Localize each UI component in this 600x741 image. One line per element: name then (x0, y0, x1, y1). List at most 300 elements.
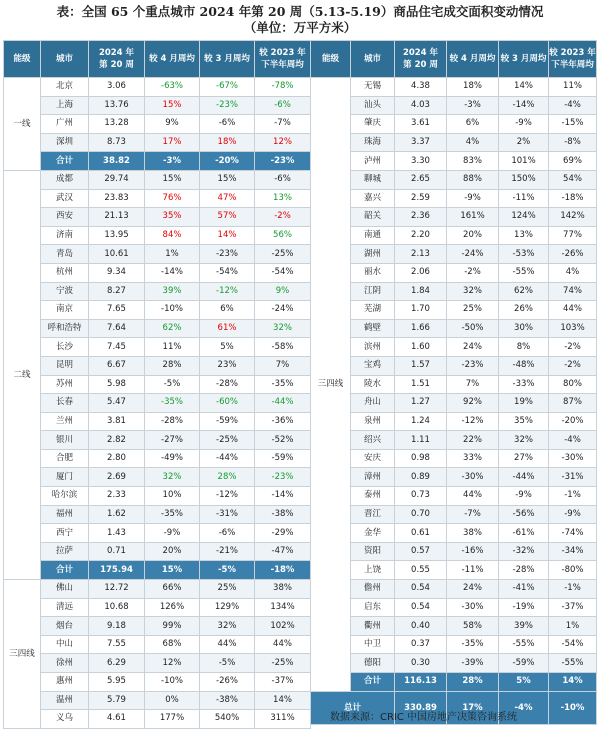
vs-h2-cell: 14% (255, 691, 311, 710)
vs-apr-cell: -9% (145, 524, 200, 543)
vs-h2-cell: -18% (549, 189, 597, 208)
table-row (311, 208, 597, 227)
city-cell: 金华 (351, 524, 395, 543)
week-value-cell: 7.64 (89, 319, 145, 338)
city-cell: 上海 (41, 96, 89, 115)
city-cell: 上饶 (351, 561, 395, 580)
week-value-cell: 9.34 (89, 263, 145, 282)
vs-h2-cell: -26% (549, 245, 597, 264)
city-cell: 深圳 (41, 133, 89, 152)
vs-mar-cell: 19% (499, 394, 549, 413)
vs-apr-cell: 66% (145, 580, 200, 599)
table-row (311, 542, 597, 561)
vs-h2-cell: -80% (549, 561, 597, 580)
week-value-cell: 0.61 (395, 524, 447, 543)
table-row (311, 375, 597, 394)
table-row (311, 96, 597, 115)
city-cell: 银川 (41, 431, 89, 450)
vs-h2-cell: -24% (255, 301, 311, 320)
table-row (4, 375, 311, 394)
vs-h2-cell: 11% (549, 78, 597, 97)
vs-h2-cell: -15% (549, 115, 597, 134)
city-cell: 芜湖 (351, 301, 395, 320)
city-cell: 资阳 (351, 542, 395, 561)
vs-apr-cell: 15% (145, 170, 200, 189)
vs-mar-cell: -23% (200, 96, 255, 115)
city-cell: 西宁 (41, 524, 89, 543)
header-region: 能级 (311, 41, 351, 78)
vs-apr-cell: -50% (447, 319, 499, 338)
vs-apr-cell: -16% (447, 542, 499, 561)
week-value-cell: 9.18 (89, 617, 145, 636)
header-vs-h2 (255, 41, 311, 78)
vs-mar-cell: 39% (499, 617, 549, 636)
vs-h2-cell: -44% (255, 394, 311, 413)
vs-apr-cell: -35% (145, 394, 200, 413)
vs-mar-cell: -25% (200, 431, 255, 450)
vs-apr-cell: -12% (447, 412, 499, 431)
table-row (4, 580, 311, 599)
vs-mar-cell: -9% (499, 115, 549, 134)
week-value-cell: 2.82 (89, 431, 145, 450)
table-row (311, 635, 597, 654)
vs-mar-cell: 62% (499, 282, 549, 301)
week-value-cell: 12.72 (89, 580, 145, 599)
week-value-cell: 4.38 (395, 78, 447, 97)
vs-mar-cell: -59% (200, 412, 255, 431)
city-cell: 长沙 (41, 338, 89, 357)
city-cell: 杭州 (41, 263, 89, 282)
week-value-cell: 0.54 (395, 580, 447, 599)
vs-apr-cell: -3% (145, 152, 200, 171)
city-cell: 宝鸡 (351, 356, 395, 375)
table-row (4, 356, 311, 375)
week-value-cell: 10.61 (89, 245, 145, 264)
vs-apr-cell: 20% (145, 542, 200, 561)
table-row (4, 598, 311, 617)
city-cell: 陵水 (351, 375, 395, 394)
week-value-cell: 2.06 (395, 263, 447, 282)
vs-apr-cell: -14% (145, 263, 200, 282)
vs-mar-cell: -56% (499, 505, 549, 524)
week-value-cell: 0.37 (395, 635, 447, 654)
week-value-cell: 0.73 (395, 487, 447, 506)
vs-apr-cell: -30% (447, 468, 499, 487)
week-value-cell: 4.03 (395, 96, 447, 115)
week-value-cell: 38.82 (89, 152, 145, 171)
vs-apr-cell: 28% (447, 673, 499, 692)
vs-h2-cell: -47% (255, 542, 311, 561)
vs-mar-cell: 26% (499, 301, 549, 320)
vs-h2-cell: 142% (549, 208, 597, 227)
vs-h2-cell: -58% (255, 338, 311, 357)
vs-apr-cell: 32% (145, 468, 200, 487)
vs-apr-cell: 44% (447, 487, 499, 506)
vs-mar-cell: 13% (499, 226, 549, 245)
city-cell: 江阴 (351, 282, 395, 301)
table-row (311, 356, 597, 375)
city-cell: 佛山 (41, 580, 89, 599)
vs-h2-cell: -9% (549, 505, 597, 524)
data-source: 数据来源：CRIC 中国房地产决策咨询系统 (330, 712, 518, 723)
header-week-line2: 第 20 周 (403, 60, 438, 70)
week-value-cell: 2.59 (395, 189, 447, 208)
table-row (311, 654, 597, 673)
week-value-cell: 3.81 (89, 412, 145, 431)
week-value-cell: 29.74 (89, 170, 145, 189)
week-value-cell: 3.06 (89, 78, 145, 97)
vs-mar-cell: -5% (200, 561, 255, 580)
city-cell: 成都 (41, 170, 89, 189)
right-header-row (311, 41, 597, 78)
week-value-cell: 1.62 (89, 505, 145, 524)
table-row (4, 412, 311, 431)
city-cell: 聊城 (351, 170, 395, 189)
vs-mar-cell: 15% (200, 170, 255, 189)
vs-mar-cell: 28% (200, 468, 255, 487)
table-row (4, 226, 311, 245)
header-week-line1: 2024 年 (402, 48, 439, 58)
vs-mar-cell: -14% (499, 96, 549, 115)
table-row (4, 542, 311, 561)
week-value-cell: 0.55 (395, 561, 447, 580)
vs-h2-cell: 102% (255, 617, 311, 636)
vs-h2-cell: 311% (255, 710, 311, 729)
table-row (311, 505, 597, 524)
city-cell: 兰州 (41, 412, 89, 431)
city-cell: 丽水 (351, 263, 395, 282)
city-cell: 漳州 (351, 468, 395, 487)
table-row (4, 431, 311, 450)
vs-apr-cell: 39% (145, 282, 200, 301)
week-value-cell: 0.40 (395, 617, 447, 636)
city-cell: 滨州 (351, 338, 395, 357)
vs-h2-cell: 13% (255, 189, 311, 208)
vs-mar-cell: -9% (499, 487, 549, 506)
vs-apr-cell: -11% (447, 561, 499, 580)
vs-h2-cell: 38% (255, 580, 311, 599)
city-cell: 中卫 (351, 635, 395, 654)
week-value-cell: 1.60 (395, 338, 447, 357)
week-value-cell: 5.47 (89, 394, 145, 413)
vs-h2-cell: -55% (549, 654, 597, 673)
week-value-cell: 0.89 (395, 468, 447, 487)
city-cell: 西安 (41, 208, 89, 227)
city-cell: 泰州 (351, 487, 395, 506)
vs-mar-cell: 14% (200, 226, 255, 245)
vs-h2-cell: 74% (549, 282, 597, 301)
city-cell: 启东 (351, 598, 395, 617)
city-cell: 广州 (41, 115, 89, 134)
region-label: 三四线 (4, 580, 41, 729)
total-row (311, 673, 597, 692)
table-row (311, 301, 597, 320)
vs-apr-cell: -9% (447, 189, 499, 208)
table-row (4, 338, 311, 357)
city-cell: 无锡 (351, 78, 395, 97)
table-row (4, 505, 311, 524)
vs-apr-cell: -49% (145, 449, 200, 468)
vs-h2-cell: -23% (255, 468, 311, 487)
city-cell: 肇庆 (351, 115, 395, 134)
city-cell: 长春 (41, 394, 89, 413)
week-value-cell: 5.95 (89, 673, 145, 692)
header-vs-apr: 较 4 月周均 (145, 41, 200, 78)
vs-apr-cell: 92% (447, 394, 499, 413)
week-value-cell: 1.66 (395, 319, 447, 338)
vs-h2-cell: 4% (549, 263, 597, 282)
vs-mar-cell: -54% (200, 263, 255, 282)
header-vs-h2-line1: 较 2023 年 (259, 48, 306, 58)
table-row (4, 263, 311, 282)
vs-h2-cell: 32% (255, 319, 311, 338)
week-value-cell: 1.57 (395, 356, 447, 375)
city-cell: 呼和浩特 (41, 319, 89, 338)
vs-h2-cell: -31% (549, 468, 597, 487)
vs-h2-cell: 134% (255, 598, 311, 617)
vs-apr-cell: 12% (145, 654, 200, 673)
week-value-cell: 1.24 (395, 412, 447, 431)
vs-h2-cell: -74% (549, 524, 597, 543)
week-value-cell: 3.61 (395, 115, 447, 134)
vs-mar-cell: -28% (499, 561, 549, 580)
table-row (311, 394, 597, 413)
city-cell: 济南 (41, 226, 89, 245)
city-cell: 清远 (41, 598, 89, 617)
table-row (311, 245, 597, 264)
vs-apr-cell: 22% (447, 431, 499, 450)
table-row (311, 524, 597, 543)
vs-mar-cell: 57% (200, 208, 255, 227)
city-cell: 昆明 (41, 356, 89, 375)
header-vs-h2-line1: 较 2023 年 (549, 48, 596, 58)
vs-apr-cell: 17% (145, 133, 200, 152)
week-value-cell: 8.27 (89, 282, 145, 301)
city-cell: 中山 (41, 635, 89, 654)
vs-mar-cell: 27% (499, 449, 549, 468)
header-city: 城市 (351, 41, 395, 78)
vs-mar-cell: -19% (499, 598, 549, 617)
vs-mar-cell: 47% (200, 189, 255, 208)
left-header-row (4, 41, 311, 78)
city-cell: 晋江 (351, 505, 395, 524)
week-value-cell: 0.30 (395, 654, 447, 673)
vs-apr-cell: 126% (145, 598, 200, 617)
header-vs-apr: 较 4 月周均 (447, 41, 499, 78)
vs-apr-cell: 24% (447, 580, 499, 599)
vs-h2-cell: -6% (255, 170, 311, 189)
vs-h2-cell: 54% (549, 170, 597, 189)
vs-h2-cell: -30% (549, 449, 597, 468)
vs-mar-cell: 61% (200, 319, 255, 338)
week-value-cell: 23.83 (89, 189, 145, 208)
vs-apr-cell: 6% (447, 115, 499, 134)
table-row (311, 226, 597, 245)
week-value-cell: 13.95 (89, 226, 145, 245)
table-row (4, 133, 311, 152)
vs-apr-cell: 35% (145, 208, 200, 227)
city-cell: 南京 (41, 301, 89, 320)
city-cell: 鹤壁 (351, 319, 395, 338)
table-row (4, 524, 311, 543)
total-row (4, 561, 311, 580)
table-row (4, 487, 311, 506)
vs-h2-cell: -7% (255, 115, 311, 134)
vs-h2-cell: -25% (255, 245, 311, 264)
week-value-cell: 330.89 (395, 691, 447, 724)
vs-h2-cell: -36% (255, 412, 311, 431)
table-row (311, 449, 597, 468)
vs-apr-cell: 33% (447, 449, 499, 468)
vs-mar-cell: -61% (499, 524, 549, 543)
table-row (311, 431, 597, 450)
vs-h2-cell: -52% (255, 431, 311, 450)
vs-h2-cell: -6% (255, 96, 311, 115)
table-row (311, 115, 597, 134)
city-cell: 烟台 (41, 617, 89, 636)
week-value-cell: 116.13 (395, 673, 447, 692)
grand-total-label: 总计 (311, 691, 395, 724)
vs-mar-cell: -6% (200, 115, 255, 134)
city-cell: 温州 (41, 691, 89, 710)
header-week-line1: 2024 年 (98, 48, 135, 58)
week-value-cell: 7.45 (89, 338, 145, 357)
vs-apr-cell: 7% (447, 375, 499, 394)
week-value-cell: 7.55 (89, 635, 145, 654)
week-value-cell: 1.51 (395, 375, 447, 394)
vs-h2-cell: 1% (549, 617, 597, 636)
vs-apr-cell: 83% (447, 152, 499, 171)
city-cell: 德阳 (351, 654, 395, 673)
vs-apr-cell: -23% (447, 356, 499, 375)
week-value-cell: 2.65 (395, 170, 447, 189)
table-row (4, 635, 311, 654)
vs-mar-cell: -12% (200, 282, 255, 301)
week-value-cell: 1.27 (395, 394, 447, 413)
header-vs-h2 (549, 41, 597, 78)
vs-h2-cell: 69% (549, 152, 597, 171)
vs-h2-cell: -54% (255, 263, 311, 282)
vs-mar-cell: 32% (499, 431, 549, 450)
city-cell: 绍兴 (351, 431, 395, 450)
city-cell: 宁波 (41, 282, 89, 301)
table-row (311, 468, 597, 487)
vs-apr-cell: 15% (145, 96, 200, 115)
table-row (4, 319, 311, 338)
city-cell: 衢州 (351, 617, 395, 636)
vs-h2-cell: -1% (549, 580, 597, 599)
week-value-cell: 0.54 (395, 598, 447, 617)
vs-h2-cell: -78% (255, 78, 311, 97)
vs-mar-cell: 6% (200, 301, 255, 320)
header-vs-h2-line2: 下半年周均 (261, 60, 304, 70)
vs-mar-cell: 124% (499, 208, 549, 227)
table-row (311, 282, 597, 301)
week-value-cell: 0.57 (395, 542, 447, 561)
vs-apr-cell: 28% (145, 356, 200, 375)
week-value-cell: 2.33 (89, 487, 145, 506)
vs-apr-cell: -30% (447, 598, 499, 617)
table-row (311, 580, 597, 599)
vs-apr-cell: -10% (145, 301, 200, 320)
week-value-cell: 2.69 (89, 468, 145, 487)
city-cell: 厦门 (41, 468, 89, 487)
vs-apr-cell: 62% (145, 319, 200, 338)
week-value-cell: 0.98 (395, 449, 447, 468)
vs-apr-cell: 20% (447, 226, 499, 245)
week-value-cell: 3.30 (395, 152, 447, 171)
vs-apr-cell: 15% (145, 561, 200, 580)
city-cell: 哈尔滨 (41, 487, 89, 506)
vs-mar-cell: 32% (200, 617, 255, 636)
city-cell: 泸州 (351, 152, 395, 171)
city-cell: 泉州 (351, 412, 395, 431)
vs-h2-cell: -2% (549, 338, 597, 357)
vs-mar-cell: 18% (200, 133, 255, 152)
table-row (311, 598, 597, 617)
vs-apr-cell: 11% (145, 338, 200, 357)
vs-h2-cell: -8% (549, 133, 597, 152)
table-row (4, 245, 311, 264)
table-row (4, 710, 311, 729)
table-row (4, 282, 311, 301)
vs-mar-cell: 14% (499, 78, 549, 97)
vs-mar-cell: -33% (499, 375, 549, 394)
table-row (311, 617, 597, 636)
table-row (311, 263, 597, 282)
vs-apr-cell: 18% (447, 78, 499, 97)
table-row (4, 115, 311, 134)
vs-h2-cell: -37% (549, 598, 597, 617)
city-cell: 舟山 (351, 394, 395, 413)
vs-h2-cell: -2% (549, 356, 597, 375)
vs-h2-cell: 14% (549, 673, 597, 692)
vs-mar-cell: -31% (200, 505, 255, 524)
city-cell: 湖州 (351, 245, 395, 264)
vs-mar-cell: -41% (499, 580, 549, 599)
vs-apr-cell: -24% (447, 245, 499, 264)
header-vs-mar: 较 3 月周均 (499, 41, 549, 78)
vs-mar-cell: -67% (200, 78, 255, 97)
week-value-cell: 2.20 (395, 226, 447, 245)
vs-mar-cell: -21% (200, 542, 255, 561)
vs-mar-cell: -12% (200, 487, 255, 506)
vs-h2-cell: -20% (549, 412, 597, 431)
vs-apr-cell: 1% (145, 245, 200, 264)
vs-apr-cell: -35% (447, 635, 499, 654)
city-cell: 南通 (351, 226, 395, 245)
table-row (311, 189, 597, 208)
vs-mar-cell: 540% (200, 710, 255, 729)
vs-h2-cell: -1% (549, 487, 597, 506)
header-week-line2: 第 20 周 (99, 60, 134, 70)
week-value-cell: 13.28 (89, 115, 145, 134)
vs-mar-cell: -55% (499, 263, 549, 282)
city-cell: 惠州 (41, 673, 89, 692)
header-week (89, 41, 145, 78)
week-value-cell: 5.79 (89, 691, 145, 710)
week-value-cell: 3.37 (395, 133, 447, 152)
vs-apr-cell: 76% (145, 189, 200, 208)
city-cell: 汕头 (351, 96, 395, 115)
vs-mar-cell: -48% (499, 356, 549, 375)
vs-mar-cell: 150% (499, 170, 549, 189)
vs-mar-cell: 101% (499, 152, 549, 171)
vs-h2-cell: 80% (549, 375, 597, 394)
city-cell: 苏州 (41, 375, 89, 394)
vs-apr-cell: -5% (145, 375, 200, 394)
vs-apr-cell: 17% (447, 691, 499, 724)
